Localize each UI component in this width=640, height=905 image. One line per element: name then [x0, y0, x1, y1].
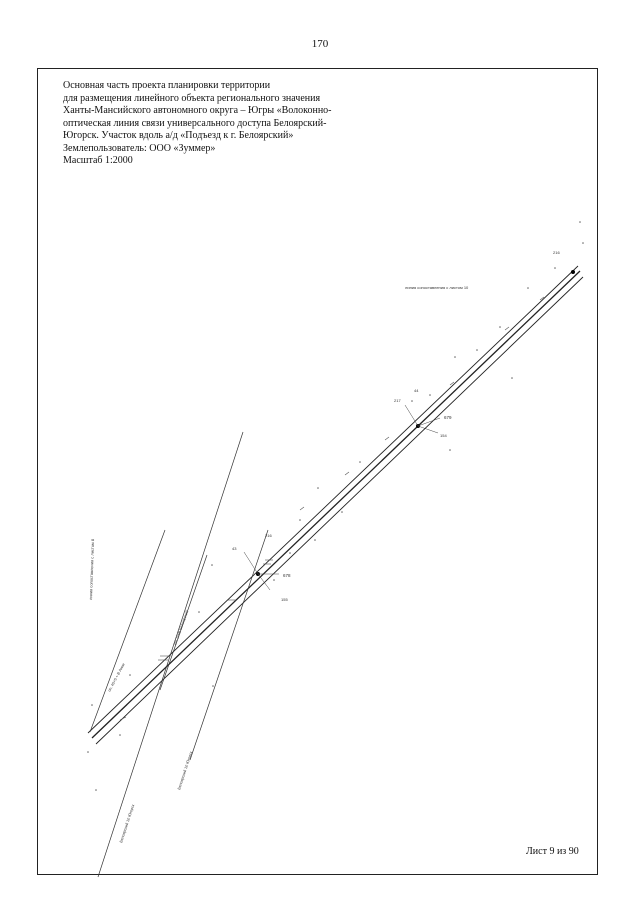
point-label-44: 44 [414, 388, 419, 393]
sheet-number: Лист 9 из 90 [526, 846, 579, 857]
point-label-217: 217 [394, 398, 401, 403]
title-line-2: для размещения линейного объекта регионального значения [63, 92, 321, 104]
title-line-3: Ханты-Мансийского автономного округа – Югры «Волоконно- [63, 105, 332, 116]
crossing-line-4 [190, 530, 268, 760]
route-line-outer-bottom [96, 277, 583, 744]
point-label-43: 43 [232, 546, 237, 551]
route-line-center [92, 271, 580, 738]
survey-points [87, 221, 584, 791]
point-label-678: 678 [283, 573, 291, 578]
point-label-216: 216 [553, 250, 560, 255]
scale-line: Масштаб 1:2000 [63, 155, 133, 166]
point-label-155: 155 [281, 597, 288, 602]
title-line-4: оптическая линия связи универсального доступа Белоярский- [63, 117, 327, 129]
top-right-note: линия сопоставления с листом 10 [405, 285, 469, 290]
title-line-1: Основная часть проекта планировки территории [63, 80, 271, 91]
crossing-line-2 [90, 530, 165, 732]
road-label-4: Белоярский 10 Югорск [177, 750, 194, 791]
point-marker-216 [571, 270, 575, 274]
road-label-3: Белоярский 10 Югорск [119, 803, 136, 844]
land-user-line: Землепользователь: ООО «Зуммер» [63, 142, 216, 154]
left-note: линия сопоставления с листом 8 [88, 538, 96, 601]
road-label-2: ВЛ 10кВ Белоярский [173, 609, 190, 646]
road-label-1: оп. 45+5 + В Анни [107, 662, 126, 693]
point-label-154: 154 [440, 433, 447, 438]
point-label-216b: 216 [265, 533, 272, 538]
title-line-5: Югорск. Участок вдоль а/д «Подъезд к г. Белоярский» [63, 130, 294, 141]
route-corridor [88, 266, 583, 744]
crossing-line-1 [98, 432, 243, 877]
route-line-outer-top [88, 266, 578, 733]
point-label-679: 679 [444, 415, 452, 420]
key-points [256, 270, 575, 576]
page-number: 170 [311, 38, 329, 50]
